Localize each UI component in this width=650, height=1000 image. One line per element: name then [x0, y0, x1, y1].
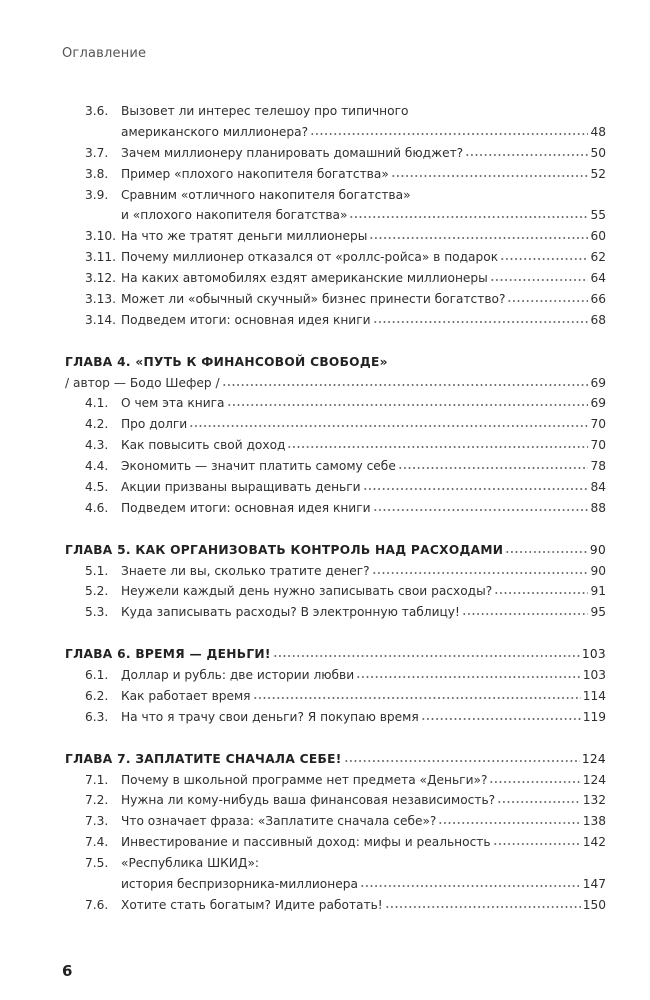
dot-leader	[505, 546, 588, 554]
entry-title: Подведем итоги: основная идея книги	[121, 500, 371, 515]
entry-page: 147	[582, 876, 606, 891]
dot-leader	[360, 880, 581, 888]
dot-leader	[493, 838, 581, 846]
entry-page: 91	[590, 584, 606, 599]
toc-entry[interactable]	[65, 832, 606, 853]
dot-leader	[227, 399, 589, 407]
entry-title: Почему в школьной программе нет предмета «Деньги»?	[121, 772, 488, 787]
toc-entry[interactable]	[65, 185, 606, 206]
chapter-page: 69	[590, 375, 606, 390]
entry-title: Неужели каждый день нужно записывать свои расходы?	[121, 584, 493, 599]
toc-section	[65, 644, 606, 728]
entry-page: 50	[590, 145, 606, 160]
entry-number: 7.5.	[85, 856, 109, 871]
entry-page: 64	[590, 271, 606, 286]
entry-number: 4.2.	[85, 417, 109, 432]
entry-page: 124	[582, 772, 606, 787]
toc-entry[interactable]	[65, 247, 606, 268]
entry-page: 132	[582, 793, 606, 808]
entry-page: 114	[582, 688, 606, 703]
dot-leader	[421, 713, 581, 721]
entry-title: Куда записывать расходы? В электронную таблицу!	[121, 605, 460, 620]
dot-leader	[369, 232, 588, 240]
toc-section	[65, 101, 606, 331]
entry-title: Может ли «обычный скучный» бизнес принести богатство?	[121, 292, 506, 307]
entry-page: 55	[590, 208, 606, 223]
entry-title: Вызовет ли интерес телешоу про типичного	[121, 104, 409, 118]
entry-title: Про долги	[121, 417, 188, 432]
entry-title: Доллар и рубль: две истории любви	[121, 668, 355, 683]
chapter-title: ГЛАВА 7. ЗАПЛАТИТЕ СНАЧАЛА СЕБЕ!	[65, 751, 342, 766]
toc-section	[65, 540, 606, 624]
entry-number: 4.3.	[85, 438, 109, 453]
entry-number: 3.11.	[85, 250, 117, 265]
dot-leader	[490, 274, 589, 282]
dot-leader	[349, 211, 588, 219]
dot-leader	[489, 776, 580, 784]
entry-number: 4.4.	[85, 459, 109, 474]
chapter-heading[interactable]	[65, 540, 606, 561]
entry-page: 70	[590, 438, 606, 453]
entry-title: Хотите стать богатым? Идите работать!	[121, 897, 383, 912]
entry-number: 3.13.	[85, 292, 117, 307]
chapter-page: 124	[581, 751, 606, 766]
toc-entry[interactable]	[65, 874, 606, 895]
entry-title: На что же тратят деньги миллионеры	[121, 229, 368, 244]
toc-entry[interactable]	[65, 602, 606, 623]
toc-entry[interactable]	[65, 790, 606, 811]
entry-number: 6.1.	[85, 668, 109, 683]
toc-entry[interactable]	[65, 895, 606, 916]
entry-page: 150	[582, 897, 606, 912]
toc-entry[interactable]	[65, 707, 606, 728]
toc-section	[65, 749, 606, 916]
toc-entry[interactable]	[65, 435, 606, 456]
entry-number: 3.10.	[85, 229, 117, 244]
dot-leader	[344, 755, 580, 763]
entry-number: 5.3.	[85, 605, 109, 620]
chapter-author: / автор — Бодо Шефер /	[65, 375, 220, 390]
entry-page: 88	[590, 500, 606, 515]
chapter-title: ГЛАВА 4. «ПУТЬ К ФИНАНСОВОЙ СВОБОДЕ»	[65, 354, 388, 369]
entry-title: На каких автомобилях ездят американские миллионеры	[121, 271, 488, 286]
toc-entry[interactable]	[65, 853, 606, 874]
dot-leader	[507, 295, 588, 303]
entry-number: 7.4.	[85, 835, 109, 850]
dot-leader	[398, 462, 589, 470]
dot-leader	[356, 671, 581, 679]
entry-number: 5.2.	[85, 584, 109, 599]
chapter-heading[interactable]	[65, 644, 606, 665]
entry-title: американского миллионера?	[121, 124, 309, 139]
entry-title: Акции призваны выращивать деньги	[121, 480, 361, 495]
toc-entry[interactable]	[65, 581, 606, 602]
entry-page: 60	[590, 229, 606, 244]
toc-entry[interactable]	[65, 770, 606, 791]
dot-leader	[465, 149, 588, 157]
toc-entry[interactable]	[65, 310, 606, 331]
toc-entry[interactable]	[65, 456, 606, 477]
dot-leader	[373, 316, 589, 324]
toc-entry[interactable]	[65, 686, 606, 707]
entry-title: Что означает фраза: «Заплатите сначала себе»?	[121, 814, 437, 829]
dot-leader	[494, 587, 588, 595]
entry-number: 3.9.	[85, 187, 109, 202]
toc-entry[interactable]	[65, 477, 606, 498]
dot-leader	[497, 796, 581, 804]
entry-page: 84	[590, 480, 606, 495]
entry-title: и «плохого накопителя богатства»	[121, 208, 348, 223]
page-number: 6	[62, 962, 73, 980]
dot-leader	[273, 650, 580, 658]
entry-page: 103	[582, 668, 606, 683]
chapter-author-line[interactable]	[65, 373, 606, 394]
entry-page: 142	[582, 835, 606, 850]
chapter-title: ГЛАВА 6. ВРЕМЯ — ДЕНЬГИ!	[65, 647, 271, 662]
entry-number: 3.7.	[85, 145, 109, 160]
entry-title: Знаете ли вы, сколько тратите денег?	[121, 563, 370, 578]
dot-leader	[372, 567, 589, 575]
entry-page: 52	[590, 166, 606, 181]
toc-entry[interactable]	[65, 414, 606, 435]
toc-entry[interactable]	[65, 811, 606, 832]
entry-title: Экономить — значит платить самому себе	[121, 459, 396, 474]
entry-page: 70	[590, 417, 606, 432]
entry-number: 6.2.	[85, 688, 109, 703]
entry-number: 4.1.	[85, 396, 109, 411]
entry-number: 7.2.	[85, 793, 109, 808]
entry-title: На что я трачу свои деньги? Я покупаю время	[121, 709, 419, 724]
entry-number: 3.14.	[85, 312, 117, 327]
dot-leader	[500, 253, 588, 261]
entry-title: «Республика ШКИД»:	[121, 856, 260, 871]
entry-page: 90	[590, 563, 606, 578]
entry-page: 95	[590, 605, 606, 620]
entry-number: 7.3.	[85, 814, 109, 829]
toc-entry[interactable]	[65, 143, 606, 164]
entry-number: 3.6.	[85, 104, 109, 118]
entry-number: 3.8.	[85, 166, 109, 181]
entry-page: 48	[590, 124, 606, 139]
toc-entry[interactable]	[65, 122, 606, 143]
dot-leader	[222, 379, 589, 387]
entry-number: 7.6.	[85, 897, 109, 912]
dot-leader	[373, 504, 589, 512]
toc-entry[interactable]	[65, 665, 606, 686]
entry-title: Подведем итоги: основная идея книги	[121, 312, 371, 327]
dot-leader	[438, 817, 580, 825]
toc-entry[interactable]	[65, 164, 606, 185]
dot-leader	[462, 608, 589, 616]
entry-title: Как работает время	[121, 688, 251, 703]
entry-page: 66	[590, 292, 606, 307]
entry-page: 62	[590, 250, 606, 265]
toc-entry[interactable]	[65, 268, 606, 289]
entry-number: 4.5.	[85, 480, 109, 495]
toc-entry[interactable]	[65, 101, 606, 122]
entry-page: 68	[590, 312, 606, 327]
toc-entry[interactable]	[65, 561, 606, 582]
dot-leader	[391, 170, 589, 178]
entry-page: 78	[590, 459, 606, 474]
dot-leader	[363, 483, 589, 491]
entry-number: 6.3.	[85, 709, 109, 724]
entry-title: Сравним «отличного накопителя богатства»	[121, 187, 411, 202]
dot-leader	[287, 441, 588, 449]
toc-entry[interactable]	[65, 289, 606, 310]
entry-title: Инвестирование и пассивный доход: мифы и реальность	[121, 835, 491, 850]
dot-leader	[385, 901, 581, 909]
entry-title: Как повысить свой доход	[121, 438, 286, 453]
dot-leader	[253, 692, 581, 700]
dot-leader	[310, 128, 588, 136]
toc-entry[interactable]	[65, 393, 606, 414]
entry-number: 4.6.	[85, 500, 109, 515]
chapter-heading[interactable]	[65, 749, 606, 770]
entry-title: Почему миллионер отказался от «роллс-ройса» в подарок	[121, 250, 499, 265]
entry-page: 119	[582, 709, 606, 724]
entry-title: Зачем миллионеру планировать домашний бюджет?	[121, 145, 464, 160]
toc-entry[interactable]	[65, 498, 606, 519]
entry-page: 69	[590, 396, 606, 411]
entry-title: О чем эта книга	[121, 396, 225, 411]
chapter-title: ГЛАВА 5. КАК ОРГАНИЗОВАТЬ КОНТРОЛЬ НАД РАСХОДАМИ	[65, 542, 504, 557]
toc-entry[interactable]	[65, 205, 606, 226]
toc-section	[65, 352, 606, 519]
table-of-contents	[65, 101, 606, 937]
entry-title: Нужна ли кому-нибудь ваша финансовая независимость?	[121, 793, 496, 808]
entry-title: история беспризорника-миллионера	[121, 876, 358, 891]
entry-page: 138	[582, 814, 606, 829]
entry-title: Пример «плохого накопителя богатства»	[121, 166, 389, 181]
running-head: Оглавление	[62, 46, 147, 61]
entry-number: 5.1.	[85, 563, 109, 578]
chapter-page: 90	[589, 542, 606, 557]
dot-leader	[189, 420, 588, 428]
toc-entry[interactable]	[65, 226, 606, 247]
chapter-heading[interactable]	[65, 352, 606, 373]
entry-number: 7.1.	[85, 772, 109, 787]
chapter-page: 103	[581, 647, 606, 662]
entry-number: 3.12.	[85, 271, 117, 286]
